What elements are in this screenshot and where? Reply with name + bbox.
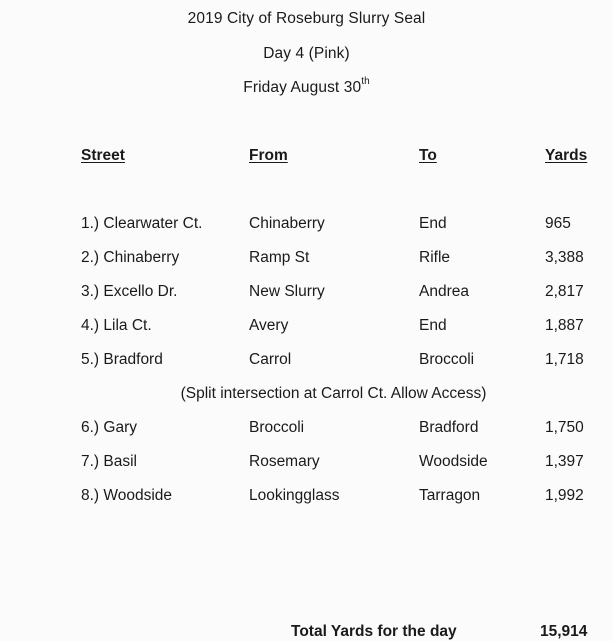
row-2-to: Rifle [419, 249, 451, 266]
row-2-street: 2.) Chinaberry [81, 249, 180, 266]
row-1-street: 1.) Clearwater Ct. [81, 215, 203, 232]
row-4-to: End [419, 317, 447, 334]
row-2-yards: 3,388 [545, 249, 584, 266]
row-5-street: 5.) Bradford [81, 351, 163, 368]
row-5-from: Carrol [249, 351, 292, 368]
row-3-to: Andrea [419, 283, 469, 300]
row-5-yards: 1,718 [545, 351, 584, 368]
document-subtitle: Day 4 (Pink) [263, 45, 350, 62]
row-5-to: Broccoli [419, 351, 475, 368]
row-3-from: New Slurry [249, 283, 325, 300]
row-4-from: Avery [249, 317, 289, 334]
row-6-to: Bradford [419, 419, 479, 436]
row-8-yards: 1,992 [545, 487, 584, 504]
row-8-to: Tarragon [419, 487, 481, 504]
header-to: To [419, 147, 437, 164]
document-date [0, 78, 613, 97]
row-4-street: 4.) Lila Ct. [81, 317, 152, 334]
row-3-yards: 2,817 [545, 283, 584, 300]
row-1-from: Chinaberry [249, 215, 325, 232]
row-6-from: Broccoli [249, 419, 305, 436]
row-3-street: 3.) Excello Dr. [81, 283, 178, 300]
header-street: Street [81, 147, 125, 164]
row-7-to: Woodside [419, 453, 488, 470]
row-4-yards: 1,887 [545, 317, 584, 334]
header-yards: Yards [545, 147, 588, 164]
total-label: Total Yards for the day [291, 623, 457, 640]
date-suffix: th [361, 76, 370, 87]
row-8-from: Lookingglass [249, 487, 340, 504]
row-1-yards: 965 [545, 215, 571, 232]
row-7-street: 7.) Basil [81, 453, 137, 470]
row-6-street: 6.) Gary [81, 419, 137, 436]
document-title: 2019 City of Roseburg Slurry Seal [187, 10, 426, 27]
date-text: Friday August 30 [243, 79, 362, 97]
row-7-from: Rosemary [249, 453, 320, 470]
total-value: 15,914 [540, 623, 588, 640]
header-from: From [249, 147, 288, 164]
row-6-yards: 1,750 [545, 419, 584, 436]
row-2-from: Ramp St [249, 249, 310, 266]
intersection-note: (Split intersection at Carrol Ct. Allow Access) [180, 385, 487, 402]
row-8-street: 8.) Woodside [81, 487, 173, 504]
row-1-to: End [419, 215, 447, 232]
row-7-yards: 1,397 [545, 453, 584, 470]
